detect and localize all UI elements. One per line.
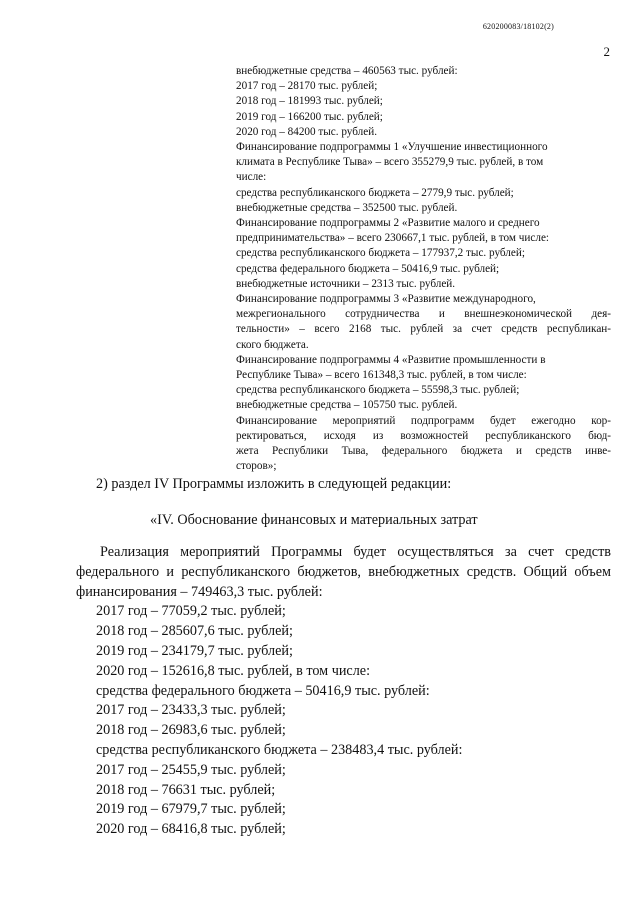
- table-line: средства федерального бюджета – 50416,9 тыс. рублей;: [236, 262, 500, 275]
- table-line: межрегионального сотрудничества и внешнеэкономической дея-: [236, 308, 611, 321]
- table-line: Финансирование подпрограммы 1 «Улучшение инвестиционного: [236, 141, 548, 154]
- amendment-item: 2) раздел IV Программы изложить в следующей редакции:: [96, 476, 452, 492]
- financing-line: 2018 год – 26983,6 тыс. рублей;: [96, 722, 286, 739]
- table-line: 2018 год – 181993 тыс. рублей;: [236, 95, 383, 108]
- paragraph-line: федерального и республиканского бюджетов, внебюджетных средств. Общий объем: [76, 563, 611, 580]
- financing-line: 2017 год – 77059,2 тыс. рублей;: [96, 603, 286, 620]
- table-line: жета Республики Тыва, федерального бюджета и средств инве-: [236, 445, 611, 458]
- table-line: внебюджетные средства – 460563 тыс. рублей:: [236, 65, 458, 77]
- financing-line: 2017 год – 25455,9 тыс. рублей;: [96, 761, 286, 778]
- table-line: 2019 год – 166200 тыс. рублей;: [236, 110, 383, 123]
- table-line: 2017 год – 28170 тыс. рублей;: [236, 80, 378, 93]
- financing-line: 2018 год – 76631 тыс. рублей;: [96, 781, 276, 798]
- table-line: сторов»;: [236, 460, 277, 473]
- table-line: климата в Республике Тыва» – всего 355279,9 тыс. рублей, в том: [236, 156, 544, 169]
- table-line: средства республиканского бюджета – 177937,2 тыс. рублей;: [236, 247, 525, 260]
- financing-line: 2017 год – 23433,3 тыс. рублей;: [96, 702, 286, 719]
- table-line: 2020 год – 84200 тыс. рублей.: [236, 125, 378, 138]
- financing-line: 2020 год – 152616,8 тыс. рублей, в том числе:: [96, 662, 371, 679]
- table-line: внебюджетные источники – 2313 тыс. рублей.: [236, 277, 456, 290]
- table-line: числе:: [236, 171, 267, 184]
- financing-line: средства федерального бюджета – 50416,9 тыс. рублей:: [96, 682, 430, 699]
- table-line: Республике Тыва» – всего 161348,3 тыс. рублей, в том числе:: [236, 369, 527, 382]
- table-line: Финансирование мероприятий подпрограмм будет ежегодно кор-: [236, 414, 611, 427]
- page-number: 2: [603, 44, 610, 59]
- table-line: средства республиканского бюджета – 55598,3 тыс. рублей;: [236, 384, 520, 397]
- table-line: средства республиканского бюджета – 2779,9 тыс. рублей;: [236, 186, 514, 199]
- table-line: предпринимательства» – всего 230667,1 тыс. рублей, в том числе:: [236, 232, 550, 245]
- table-line: Финансирование подпрограммы 3 «Развитие международного,: [236, 293, 536, 306]
- financing-line: 2019 год – 67979,7 тыс. рублей;: [96, 801, 286, 818]
- financing-line: 2020 год – 68416,8 тыс. рублей;: [96, 821, 286, 838]
- table-line: Финансирование подпрограммы 2 «Развитие малого и среднего: [236, 217, 540, 230]
- table-line: тельности» – всего 2168 тыс. рублей за счет средств республикан-: [236, 323, 611, 336]
- financing-table-cell: [236, 64, 611, 474]
- paragraph-line: Реализация мероприятий Программы будет осуществляться за счет средств: [100, 544, 611, 560]
- financing-line: средства республиканского бюджета – 238483,4 тыс. рублей:: [96, 741, 463, 758]
- table-line: ректироваться, исходя из возможностей республиканского бюд-: [236, 429, 611, 442]
- table-line: внебюджетные средства – 352500 тыс. рублей.: [236, 201, 458, 214]
- paragraph-line: финансирования – 749463,3 тыс. рублей:: [76, 583, 323, 600]
- section-body: [76, 543, 611, 840]
- financing-line: 2019 год – 234179,7 тыс. рублей;: [96, 642, 293, 659]
- table-line: ского бюджета.: [236, 338, 309, 351]
- document-id: 620200083/18102(2): [482, 22, 554, 31]
- section-heading: «IV. Обоснование финансовых и материальных затрат: [150, 512, 478, 528]
- financing-line: 2018 год – 285607,6 тыс. рублей;: [96, 623, 293, 640]
- table-line: Финансирование подпрограммы 4 «Развитие промышленности в: [236, 353, 546, 366]
- table-line: внебюджетные средства – 105750 тыс. рублей.: [236, 399, 458, 412]
